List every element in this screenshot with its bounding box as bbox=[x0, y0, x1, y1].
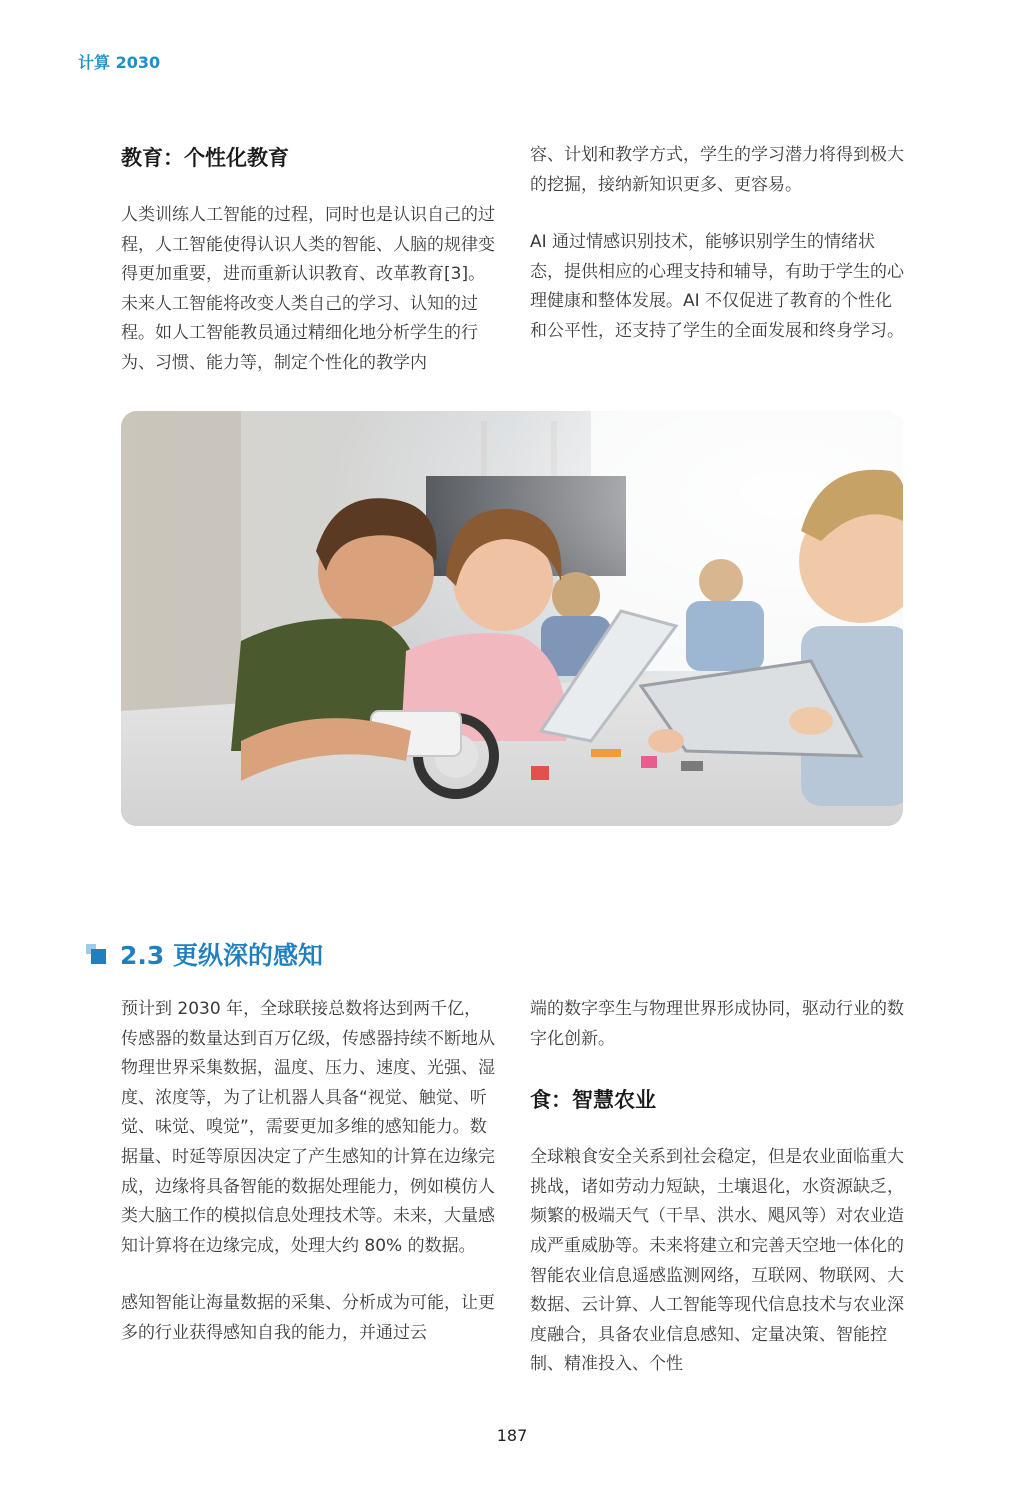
running-header: 计算 2030 bbox=[78, 53, 161, 72]
education-paragraph-right-1: 容、计划和教学方式，学生的学习潜力将得到极大的挖掘，接纳新知识更多、更容易。 bbox=[530, 145, 904, 195]
section-left-column bbox=[121, 995, 495, 1349]
perception-paragraph-1: 预计到 2030 年，全球联接总数将达到两千亿，传感器的数量达到百万亿级，传感器持续不断地从物理世界采集数据，温度、压力、速度、光强、湿度、浓度等，为了让机器人具备“视觉、触觉、听觉、味觉、嗅觉”，需要更加多维的感知能力。数据量、时延等原因决定了产生感知的计算在边缘完成，边缘将具备智能的数据处理能力，例如模仿人类大脑工作的模拟信息处理技术等。未来，大量感知计算将在边缘完成，处理大约 80% 的数据。 bbox=[121, 999, 495, 1256]
education-heading: 教育：个性化教育 bbox=[121, 146, 289, 170]
education-paragraph-right-2: AI 通过情感识别技术，能够识别学生的情绪状态，提供相应的心理支持和辅导，有助于学生的心理健康和整体发展。AI 不仅促进了教育的个性化和公平性，还支持了学生的全面发展和终身学习。 bbox=[530, 232, 904, 341]
education-paragraph-left: 人类训练人工智能的过程，同时也是认识自己的过程，人工智能使得认识人类的智能、人脑的规律变得更加重要，进而重新认识教育、改革教育[3]。未来人工智能将改变人类自己的学习、认知的过程。如人工智能教员通过精细化地分析学生的行为、习惯、能力等，制定个性化的教学内 bbox=[121, 205, 495, 373]
top-left-column bbox=[121, 143, 495, 379]
top-right-column bbox=[530, 141, 904, 347]
classroom-photo bbox=[121, 411, 903, 826]
agriculture-heading: 食：智慧农业 bbox=[530, 1088, 656, 1113]
section-bullet-icon bbox=[86, 944, 108, 964]
section-heading bbox=[86, 936, 323, 972]
perception-paragraph-right-1: 端的数字孪生与物理世界形成协同，驱动行业的数字化创新。 bbox=[530, 999, 904, 1049]
section-right-column bbox=[530, 995, 904, 1380]
perception-paragraph-2: 感知智能让海量数据的采集、分析成为可能，让更多的行业获得感知自我的能力，并通过云 bbox=[121, 1293, 495, 1343]
section-title: 2.3 更纵深的感知 bbox=[120, 941, 323, 970]
page-number: 187 bbox=[496, 1426, 528, 1445]
agriculture-paragraph: 全球粮食安全关系到社会稳定，但是农业面临重大挑战，诸如劳动力短缺，土壤退化，水资源缺乏，频繁的极端天气（干旱、洪水、飓风等）对农业造成严重威胁等。未来将建立和完善天空地一体化的智能农业信息遥感监测网络，互联网、物联网、大数据、云计算、人工智能等现代信息技术与农业深度融合，具备农业信息感知、定量决策、智能控制、精准投入、个性 bbox=[530, 1147, 904, 1375]
